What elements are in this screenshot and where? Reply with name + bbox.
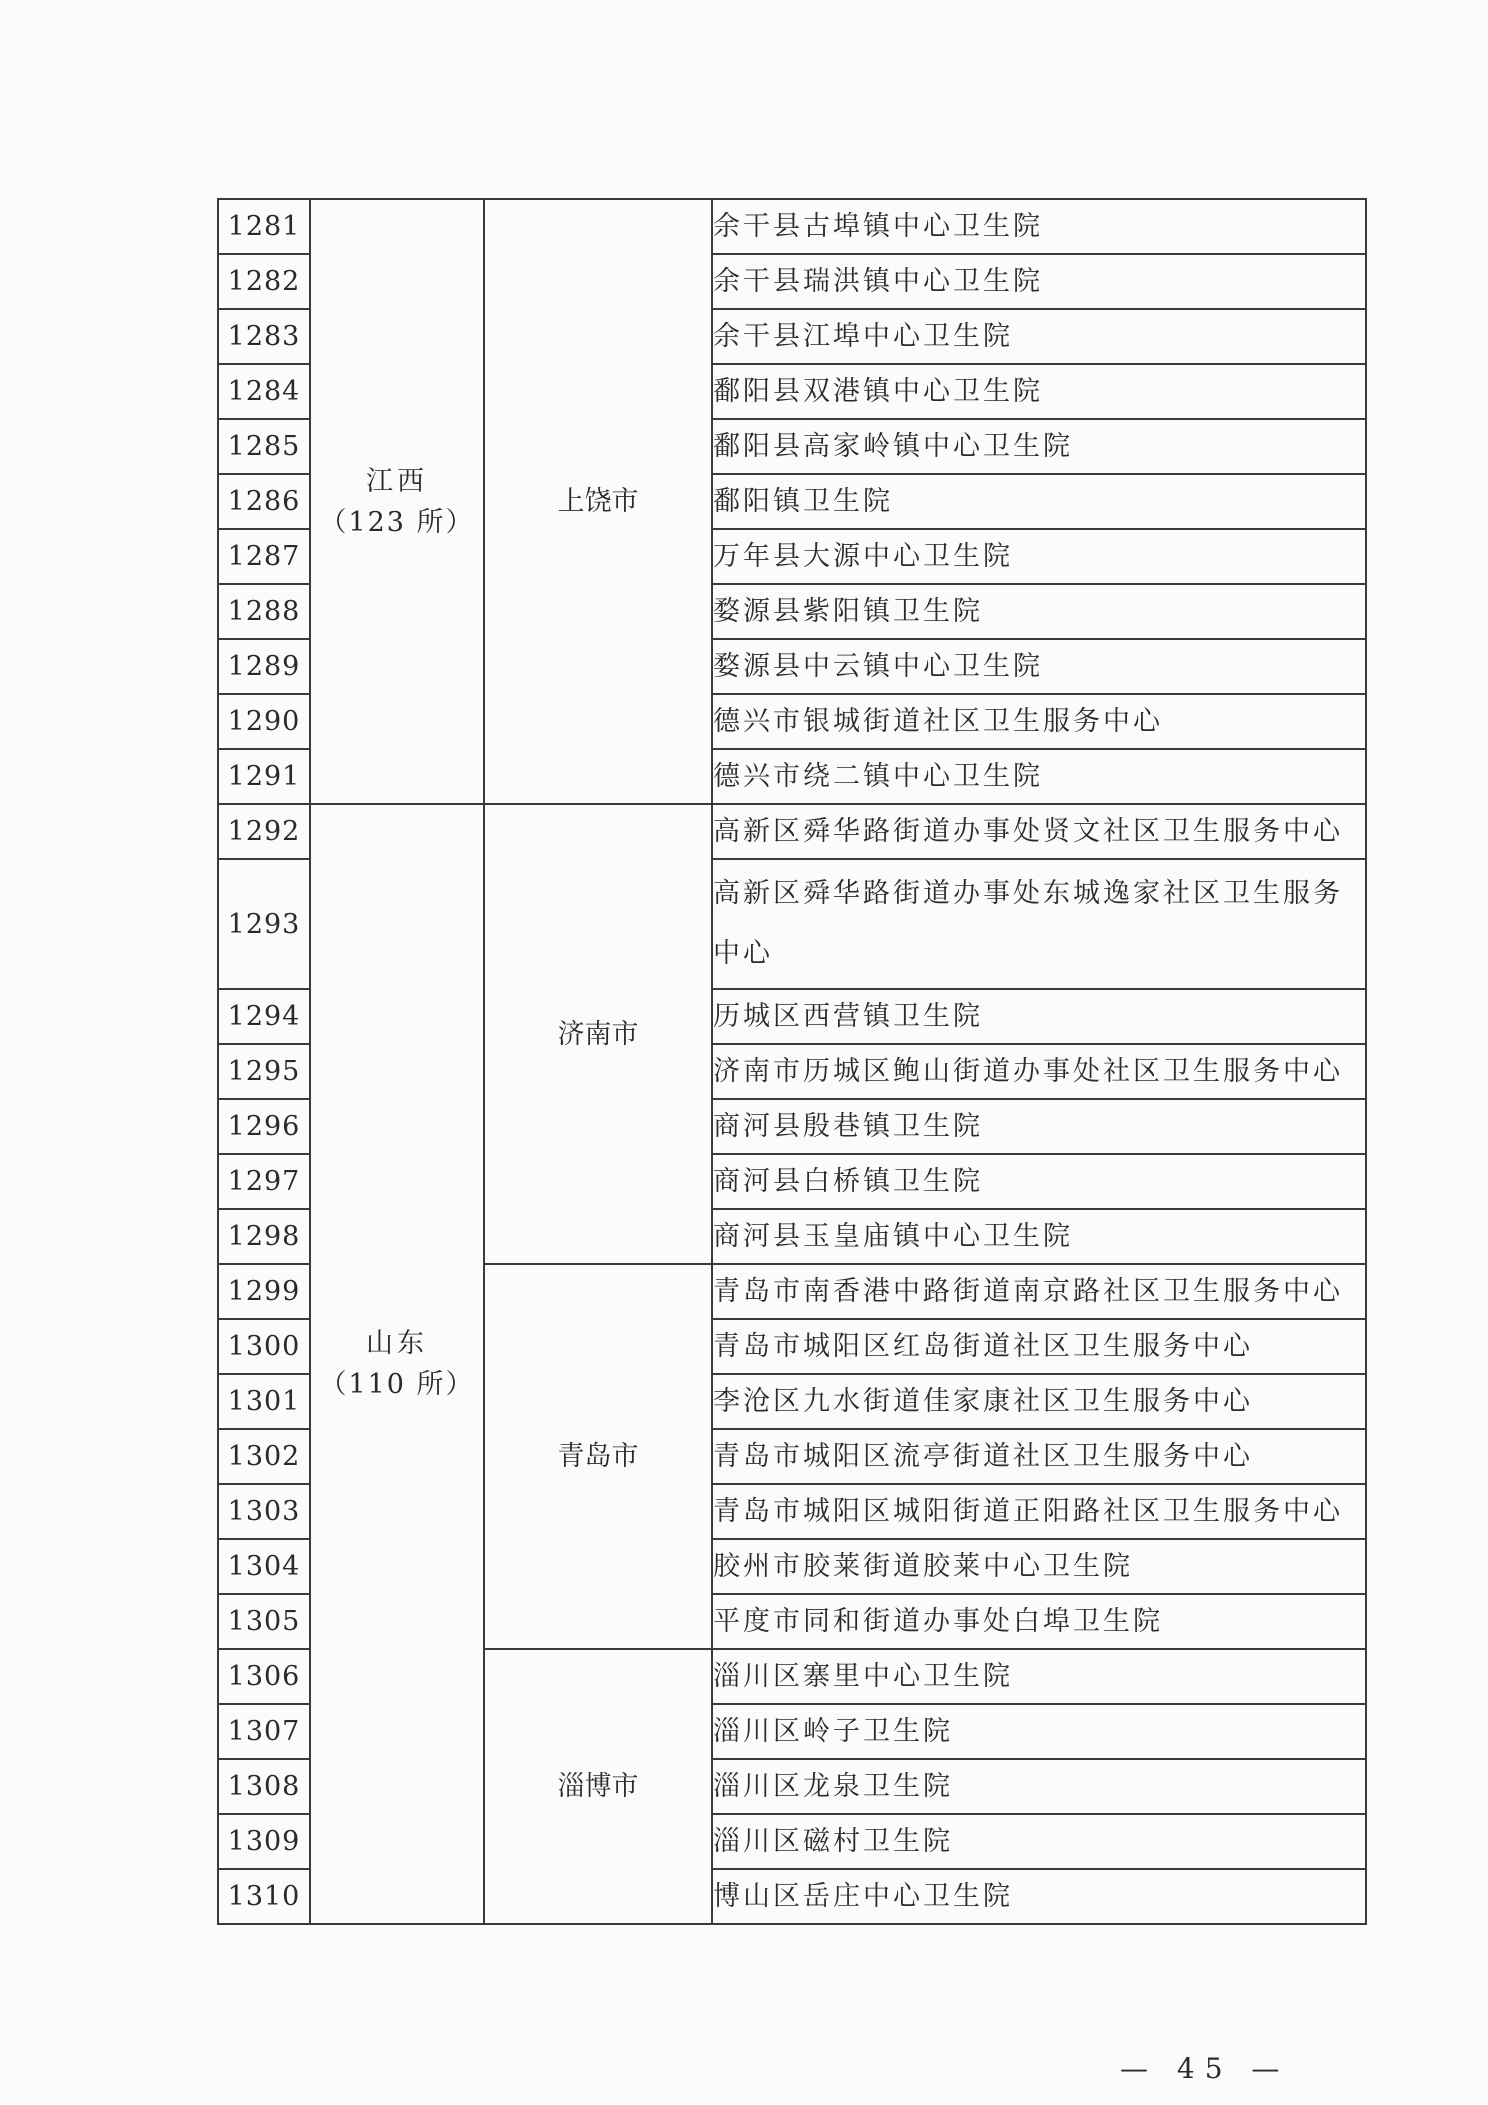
row-number: 1307: [218, 1704, 310, 1759]
institution-name: 商河县殷巷镇卫生院: [712, 1099, 1366, 1154]
institution-name: 余干县瑞洪镇中心卫生院: [712, 254, 1366, 309]
row-number: 1287: [218, 529, 310, 584]
city-name: 青岛市: [484, 1264, 712, 1649]
institution-name: 青岛市城阳区流亭街道社区卫生服务中心: [712, 1429, 1366, 1484]
province-count: （123 所）: [319, 506, 475, 538]
row-number: 1286: [218, 474, 310, 529]
row-number: 1302: [218, 1429, 310, 1484]
row-number: 1304: [218, 1539, 310, 1594]
province-name: 江西: [366, 465, 428, 497]
institution-name: 济南市历城区鲍山街道办事处社区卫生服务中心: [712, 1044, 1366, 1099]
province-count: （110 所）: [319, 1369, 475, 1400]
city-name: 上饶市: [484, 199, 712, 804]
city-name: 淄博市: [484, 1649, 712, 1924]
institution-name: 鄱阳县高家岭镇中心卫生院: [712, 419, 1366, 474]
institution-name: 淄川区龙泉卫生院: [712, 1759, 1366, 1814]
institution-name: 万年县大源中心卫生院: [712, 529, 1366, 584]
institution-name: 李沧区九水街道佳家康社区卫生服务中心: [712, 1374, 1366, 1429]
table-body: [218, 199, 1366, 1924]
table-row: [218, 199, 1366, 254]
institution-name: 高新区舜华路街道办事处贤文社区卫生服务中心: [712, 804, 1366, 859]
institution-name: 德兴市银城街道社区卫生服务中心: [712, 694, 1366, 749]
row-number: 1291: [218, 749, 310, 804]
province-name: 山东: [366, 1328, 428, 1359]
institution-name: 博山区岳庄中心卫生院: [712, 1869, 1366, 1924]
province-cell: [310, 804, 484, 1924]
row-number: 1310: [218, 1869, 310, 1924]
row-number: 1281: [218, 199, 310, 254]
row-number: 1292: [218, 804, 310, 859]
row-number: 1303: [218, 1484, 310, 1539]
row-number: 1282: [218, 254, 310, 309]
row-number: 1308: [218, 1759, 310, 1814]
institution-name: 淄川区寨里中心卫生院: [712, 1649, 1366, 1704]
table-row: [218, 804, 1366, 859]
row-number: 1300: [218, 1319, 310, 1374]
row-number: 1299: [218, 1264, 310, 1319]
institution-name: 青岛市城阳区城阳街道正阳路社区卫生服务中心: [712, 1484, 1366, 1539]
province-cell: [310, 199, 484, 804]
institution-name: 青岛市南香港中路街道南京路社区卫生服务中心: [712, 1264, 1366, 1319]
row-number: 1306: [218, 1649, 310, 1704]
row-number: 1297: [218, 1154, 310, 1209]
institution-name: 婺源县紫阳镇卫生院: [712, 584, 1366, 639]
row-number: 1295: [218, 1044, 310, 1099]
row-number: 1288: [218, 584, 310, 639]
row-number: 1298: [218, 1209, 310, 1264]
institution-name: 余干县江埠中心卫生院: [712, 309, 1366, 364]
institution-name: 德兴市绕二镇中心卫生院: [712, 749, 1366, 804]
institution-name: 余干县古埠镇中心卫生院: [712, 199, 1366, 254]
institution-name: 淄川区岭子卫生院: [712, 1704, 1366, 1759]
row-number: 1283: [218, 309, 310, 364]
row-number: 1296: [218, 1099, 310, 1154]
row-number: 1305: [218, 1594, 310, 1649]
institution-name: 婺源县中云镇中心卫生院: [712, 639, 1366, 694]
institution-name: 淄川区磁村卫生院: [712, 1814, 1366, 1869]
institution-name: 青岛市城阳区红岛街道社区卫生服务中心: [712, 1319, 1366, 1374]
row-number: 1294: [218, 989, 310, 1044]
row-number: 1309: [218, 1814, 310, 1869]
institution-name: 胶州市胶莱街道胶莱中心卫生院: [712, 1539, 1366, 1594]
page-number: — 45 —: [1120, 2052, 1290, 2085]
institution-name: 鄱阳镇卫生院: [712, 474, 1366, 529]
row-number: 1290: [218, 694, 310, 749]
health-institution-table: [217, 198, 1367, 1925]
row-number: 1289: [218, 639, 310, 694]
institution-name: 平度市同和街道办事处白埠卫生院: [712, 1594, 1366, 1649]
institution-name: 历城区西营镇卫生院: [712, 989, 1366, 1044]
institution-name: 高新区舜华路街道办事处东城逸家社区卫生服务中心: [712, 859, 1366, 989]
institution-name: 鄱阳县双港镇中心卫生院: [712, 364, 1366, 419]
institution-name: 商河县白桥镇卫生院: [712, 1154, 1366, 1209]
row-number: 1284: [218, 364, 310, 419]
row-number: 1301: [218, 1374, 310, 1429]
row-number: 1285: [218, 419, 310, 474]
institution-name: 商河县玉皇庙镇中心卫生院: [712, 1209, 1366, 1264]
city-name: 济南市: [484, 804, 712, 1264]
row-number: 1293: [218, 859, 310, 989]
